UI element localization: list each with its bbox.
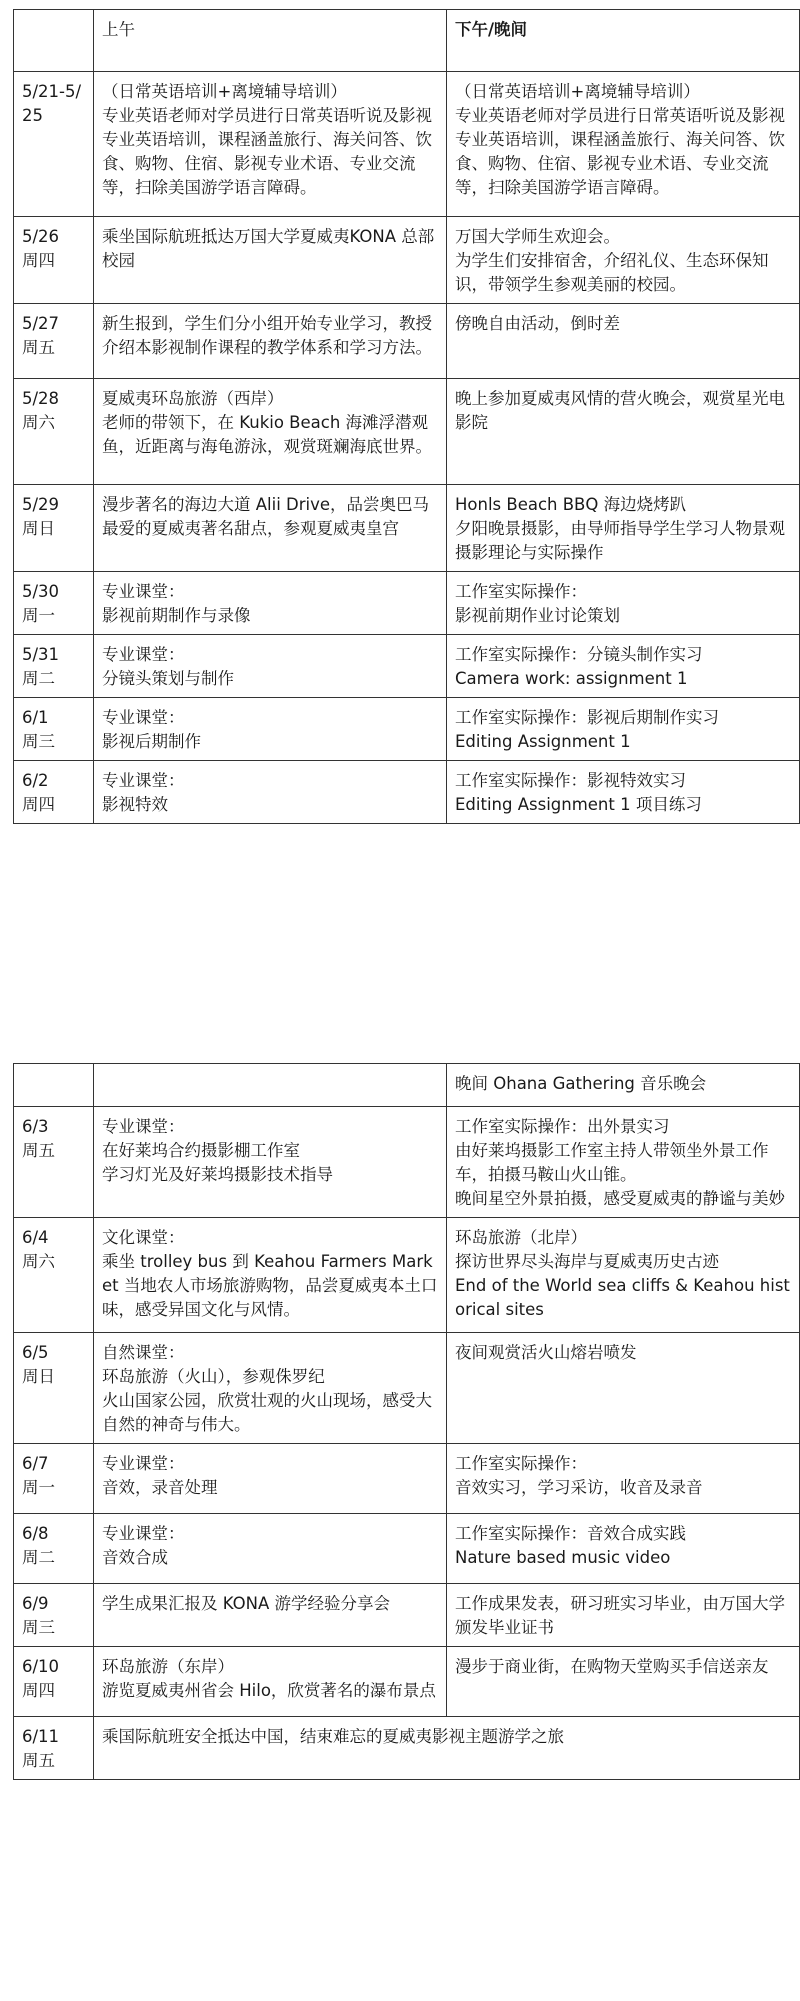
afternoon-cell-line: 为学生们安排宿舍，介绍礼仪、生态环保知识，带领学生参观美丽的校园。 [455,251,769,294]
date-cell-line: 周五 [22,338,55,357]
date-cell-line: 周四 [22,251,55,270]
date-cell-line: 周三 [22,1618,55,1637]
afternoon-cell-line: 环岛旅游（北岸） [455,1228,587,1247]
afternoon-cell-line: 探访世界尽头海岸与夏威夷历史古迹 [455,1252,719,1271]
morning-cell-line: （日常英语培训+离境辅导培训） [102,82,347,101]
morning-cell-line: 专业课堂： [102,1117,185,1136]
afternoon-cell [447,1514,800,1584]
date-cell-line: 周六 [22,413,55,432]
morning-cell [94,1218,447,1333]
morning-cell-line: 影视特效 [102,795,168,814]
morning-cell [94,1584,447,1647]
date-cell [14,485,94,572]
schedule-row [14,379,800,485]
morning-cell [94,572,447,635]
afternoon-cell-line: 晚间星空外景拍摄，感受夏威夷的静谧与美妙 [455,1189,785,1208]
schedule-row [14,1584,800,1647]
morning-cell-line: 专业课堂： [102,582,185,601]
afternoon-cell [447,635,800,698]
date-cell [14,1333,94,1444]
afternoon-cell-line: Camera work: assignment 1 [455,669,688,688]
morning-cell-line: 文化课堂： [102,1228,185,1247]
afternoon-cell-line: 由好莱坞摄影工作室主持人带领坐外景工作车，拍摄马鞍山火山锥。 [455,1141,769,1184]
afternoon-cell [447,572,800,635]
date-cell-line: 6/5 [22,1343,49,1362]
final-activity-cell: 乘国际航班安全抵达中国，结束难忘的夏威夷影视主题游学之旅 [94,1717,800,1780]
date-cell [14,1647,94,1717]
date-cell [14,572,94,635]
afternoon-cell-line: 工作室实际操作：音效合成实践 [455,1524,686,1543]
schedule-row [14,1514,800,1584]
date-cell-line: 6/1 [22,708,49,727]
date-cell [14,698,94,761]
date-cell-line: 周四 [22,1681,55,1700]
date-cell [14,1584,94,1647]
morning-cell [94,304,447,379]
date-cell [14,1107,94,1218]
afternoon-cell-line: Editing Assignment 1 [455,732,631,751]
date-cell-line: 5/26 [22,227,60,246]
date-cell-line: 周五 [22,1141,55,1160]
afternoon-cell-line: 工作室实际操作：分镜头制作实习 [455,645,703,664]
morning-cell [94,217,447,304]
afternoon-cell-line: （日常英语培训+离境辅导培训） [455,82,700,101]
schedule-row [14,217,800,304]
afternoon-cell-line: 工作室实际操作： [455,1454,587,1473]
schedule-row [14,1218,800,1333]
schedule-row [14,304,800,379]
morning-cell-line: 环岛旅游（东岸） [102,1657,234,1676]
date-cell-line: 6/11 [22,1727,60,1746]
afternoon-cell-line: 专业英语老师对学员进行日常英语听说及影视专业英语培训，课程涵盖旅行、海关问答、饮食、购物、住宿、影视专业术语、专业交流等，扫除美国游学语言障碍。 [455,106,785,197]
morning-cell [94,1107,447,1218]
morning-cell-line: 专业英语老师对学员进行日常英语听说及影视专业英语培训，课程涵盖旅行、海关问答、饮食、购物、住宿、影视专业术语、专业交流等，扫除美国游学语言障碍。 [102,106,432,197]
date-cell-line: 周六 [22,1252,55,1271]
date-cell [14,217,94,304]
morning-cell-line: 专业课堂： [102,708,185,727]
morning-cell [94,1064,447,1107]
date-cell [14,1218,94,1333]
date-cell-line: 周一 [22,606,55,625]
morning-cell-line: 乘坐 trolley bus 到 Keahou Farmers Market 当地农人市场旅游购物，品尝夏威夷本土口味，感受异国文化与风情。 [102,1252,438,1319]
date-cell [14,72,94,217]
morning-cell-line: 音效，录音处理 [102,1478,218,1497]
date-cell-line: 5/28 [22,389,60,408]
date-cell-line: 周日 [22,1367,55,1386]
afternoon-cell [447,379,800,485]
date-cell-line: 6/10 [22,1657,60,1676]
afternoon-cell-line: 傍晚自由活动，倒时差 [455,314,620,333]
schedule-row [14,761,800,824]
afternoon-cell-line: 工作成果发表，研习班实习毕业，由万国大学颁发毕业证书 [455,1594,785,1637]
morning-cell-line: 专业课堂： [102,645,185,664]
date-cell-line: 周二 [22,1548,55,1567]
afternoon-cell-line: 晚上参加夏威夷风情的营火晚会，观赏星光电影院 [455,389,785,432]
morning-cell-line: 音效合成 [102,1548,168,1567]
date-cell-line: 周日 [22,519,55,538]
schedule-row [14,485,800,572]
header-pm-cell: 下午/晚间 [447,10,800,72]
morning-cell-line: 漫步著名的海边大道 Alii Drive，品尝奥巴马最爱的夏威夷著名甜点，参观夏威夷皇宫 [102,495,430,538]
afternoon-cell-line: 音效实习，学习采访，收音及录音 [455,1478,703,1497]
afternoon-cell [447,698,800,761]
morning-cell [94,485,447,572]
schedule-row [14,1444,800,1514]
afternoon-cell-line: Honls Beach BBQ 海边烧烤趴 [455,495,687,514]
morning-cell [94,1333,447,1444]
schedule-row [14,698,800,761]
schedule-row [14,1333,800,1444]
morning-cell-line: 专业课堂： [102,1524,185,1543]
afternoon-cell-line: 工作室实际操作：影视后期制作实习 [455,708,719,727]
afternoon-cell-line: 工作室实际操作：出外景实习 [455,1117,670,1136]
afternoon-cell-line: Nature based music video [455,1548,671,1567]
afternoon-cell [447,1107,800,1218]
date-cell [14,1514,94,1584]
afternoon-cell-line: 晚间 Ohana Gathering 音乐晚会 [455,1074,707,1093]
date-cell [14,761,94,824]
afternoon-cell-line: 影视前期作业讨论策划 [455,606,620,625]
date-cell-line: 6/2 [22,771,49,790]
morning-cell-line: 在好莱坞合约摄影棚工作室 [102,1141,300,1160]
final-row [14,1717,800,1780]
morning-cell-line: 专业课堂： [102,1454,185,1473]
morning-cell [94,1444,447,1514]
afternoon-cell-line: 万国大学师生欢迎会。 [455,227,620,246]
date-cell-line: 周五 [22,1751,55,1770]
afternoon-cell-line: 工作室实际操作：影视特效实习 [455,771,686,790]
date-cell-line: 5/27 [22,314,60,333]
morning-cell [94,379,447,485]
date-cell-line: 周三 [22,732,55,751]
schedule-row [14,1064,800,1107]
date-cell-line: 6/7 [22,1454,49,1473]
date-cell-line: 6/3 [22,1117,49,1136]
afternoon-cell [447,217,800,304]
morning-cell-line: 环岛旅游（火山），参观侏罗纪 [102,1367,325,1386]
afternoon-cell [447,304,800,379]
morning-cell [94,1514,447,1584]
morning-cell-line: 分镜头策划与制作 [102,669,234,688]
morning-cell-line: 老师的带领下，在 Kukio Beach 海滩浮潜观鱼，近距离与海龟游泳，观赏斑斓海底世界。 [102,413,432,456]
afternoon-cell-line: 夜间观赏活火山熔岩喷发 [455,1343,637,1362]
schedule-row [14,635,800,698]
afternoon-cell [447,1064,800,1107]
date-cell-line: 5/29 [22,495,60,514]
date-cell-line: 5/21-5/ [22,82,82,101]
schedule-row [14,1647,800,1717]
afternoon-cell [447,761,800,824]
morning-cell [94,1647,447,1717]
date-cell-line: 6/9 [22,1594,49,1613]
morning-cell-line: 夏威夷环岛旅游（西岸） [102,389,284,408]
date-cell-line: 5/30 [22,582,60,601]
date-cell-line: 6/4 [22,1228,49,1247]
afternoon-cell-line: 漫步于商业街，在购物天堂购买手信送亲友 [455,1657,769,1676]
schedule-table-part1 [13,9,800,824]
date-cell [14,1444,94,1514]
date-cell-line: 周二 [22,669,55,688]
date-cell [14,1064,94,1107]
morning-cell-line: 影视后期制作 [102,732,201,751]
date-cell-line: 6/8 [22,1524,49,1543]
header-date-cell [14,10,94,72]
morning-cell [94,635,447,698]
afternoon-cell-line: 夕阳晚景摄影，由导师指导学生学习人物景观摄影理论与实际操作 [455,519,785,562]
schedule-row [14,72,800,217]
afternoon-cell [447,1647,800,1717]
morning-cell-line: 乘坐国际航班抵达万国大学夏威夷KONA 总部校园 [102,227,435,270]
date-cell [14,379,94,485]
morning-cell [94,761,447,824]
afternoon-cell [447,1218,800,1333]
morning-cell-line: 学生成果汇报及 KONA 游学经验分享会 [102,1594,391,1613]
morning-cell-line: 游览夏威夷州省会 Hilo，欣赏著名的瀑布景点 [102,1681,436,1700]
morning-cell [94,698,447,761]
afternoon-cell [447,1444,800,1514]
schedule-row [14,1107,800,1218]
schedule-table-part2 [13,1063,800,1780]
morning-cell-line: 专业课堂： [102,771,185,790]
date-cell-line: 周四 [22,795,55,814]
morning-cell-line: 新生报到，学生们分小组开始专业学习，教授介绍本影视制作课程的教学体系和学习方法。 [102,314,432,357]
afternoon-cell-line: Editing Assignment 1 项目练习 [455,795,702,814]
afternoon-cell [447,1333,800,1444]
schedule-row [14,572,800,635]
afternoon-cell-line: 工作室实际操作： [455,582,587,601]
afternoon-cell [447,485,800,572]
date-cell [14,304,94,379]
date-cell-line: 周一 [22,1478,55,1497]
header-row [14,10,800,72]
afternoon-cell-line: End of the World sea cliffs & Keahou historical sites [455,1276,790,1319]
morning-cell-line: 火山国家公园，欣赏壮观的火山现场，感受大自然的神奇与伟大。 [102,1391,432,1434]
date-cell [14,1717,94,1780]
date-cell-line: 5/31 [22,645,60,664]
date-cell-line: 25 [22,106,43,125]
afternoon-cell [447,72,800,217]
date-cell [14,635,94,698]
morning-cell-line: 学习灯光及好莱坞摄影技术指导 [102,1165,333,1184]
afternoon-cell [447,1584,800,1647]
morning-cell [94,72,447,217]
header-am-cell: 上午 [94,10,447,72]
morning-cell-line: 影视前期制作与录像 [102,606,251,625]
morning-cell-line: 自然课堂： [102,1343,185,1362]
